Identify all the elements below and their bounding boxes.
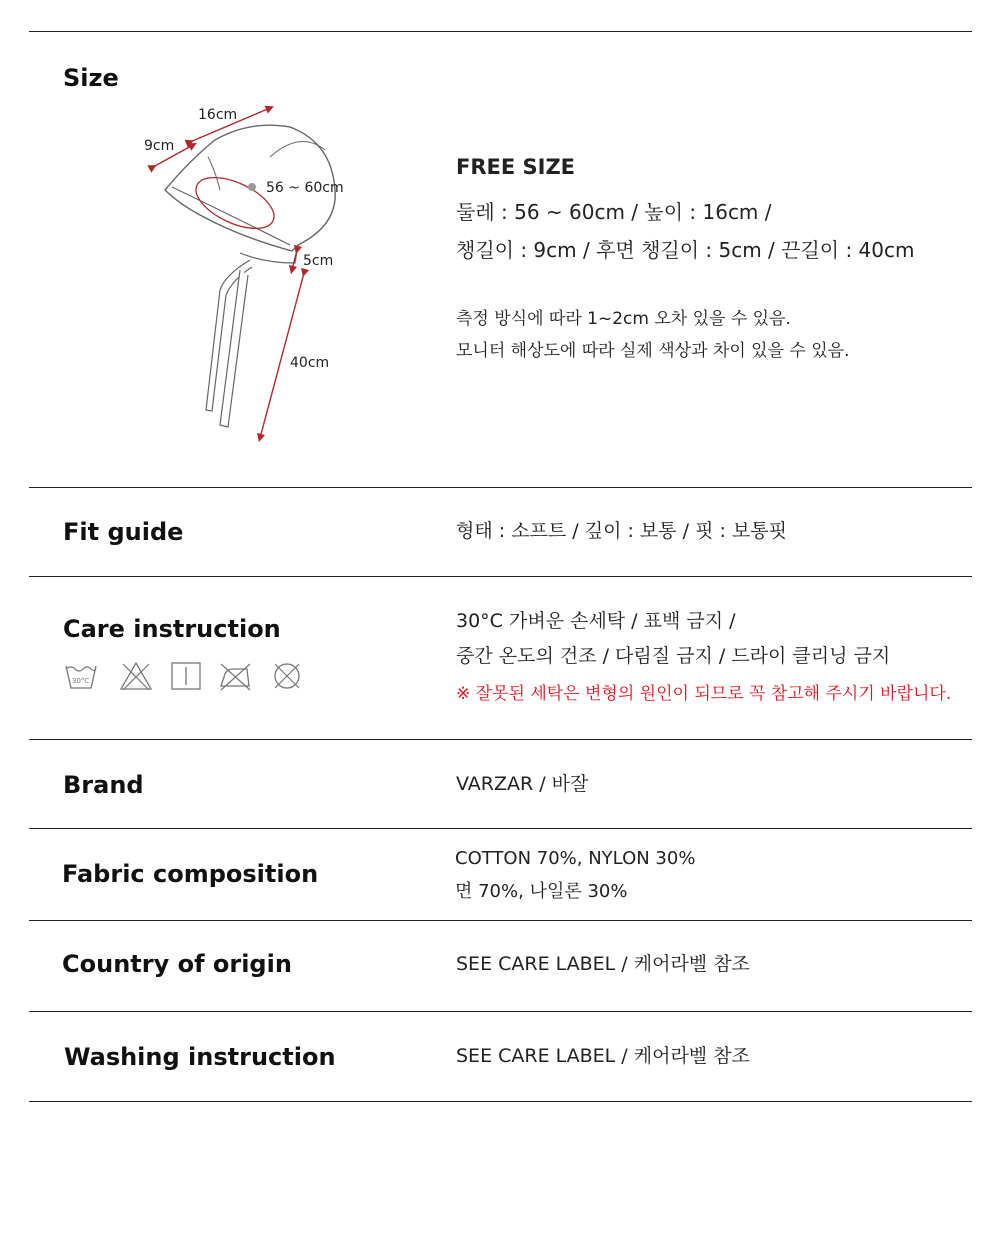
divider [29,1101,972,1102]
label-brim-width: 16cm [198,107,238,123]
divider [29,576,972,577]
care-line1: 30°C 가벼운 손세탁 / 표백 금지 / [456,610,736,632]
svg-text:30°C: 30°C [72,677,90,685]
origin-title: Country of origin [62,950,292,978]
no-iron-icon [217,660,253,692]
label-circumference: 56 ~ 60cm [266,180,344,196]
care-warning: ※ 잘못된 세탁은 변형의 원인이 되므로 꼭 참고해 주시기 바랍니다. [456,684,952,704]
care-icons-row [63,660,313,694]
hat-button [248,183,256,191]
fit-guide-value: 형태 : 소프트 / 깊이 : 보통 / 핏 : 보통핏 [456,520,788,542]
size-title: Size [63,64,119,92]
washing-title: Washing instruction [64,1043,336,1071]
tumble-dry-medium-icon [169,660,203,692]
fabric-line2: 면 70%, 나일론 30% [455,881,628,902]
fabric-title: Fabric composition [62,860,319,888]
no-bleach-icon [118,660,154,692]
brand-value: VARZAR / 바잘 [456,773,589,795]
hand-wash-30-icon [63,660,99,692]
size-note-line2: 모니터 해상도에 따라 실제 색상과 차이 있을 수 있음. [456,341,850,361]
care-line2: 중간 온도의 건조 / 다림질 금지 / 드라이 클리닝 금지 [456,645,891,667]
free-size-label: FREE SIZE [456,155,576,179]
size-note-line1: 측정 방식에 따라 1~2cm 오차 있을 수 있음. [456,309,791,329]
divider [29,920,972,921]
label-rear-brim: 5cm [303,253,334,269]
size-spec-line2: 챙길이 : 9cm / 후면 챙길이 : 5cm / 끈길이 : 40cm [456,238,915,262]
hat-size-diagram [120,95,360,455]
label-brim-depth: 9cm [144,138,175,154]
no-dry-clean-icon [269,660,305,692]
size-spec-line1: 둘레 : 56 ~ 60cm / 높이 : 16cm / [456,200,772,224]
divider [29,1011,972,1012]
fit-guide-title: Fit guide [63,518,184,546]
divider [29,487,972,488]
care-title: Care instruction [63,615,281,643]
divider [29,739,972,740]
fabric-line1: COTTON 70%, NYLON 30% [455,848,696,869]
origin-value: SEE CARE LABEL / 케어라벨 참조 [456,953,750,975]
washing-value: SEE CARE LABEL / 케어라벨 참조 [456,1045,750,1067]
label-strap: 40cm [290,355,330,371]
divider [29,828,972,829]
brand-title: Brand [63,771,144,799]
divider [29,31,972,32]
arrow-rear-brim [292,250,297,270]
